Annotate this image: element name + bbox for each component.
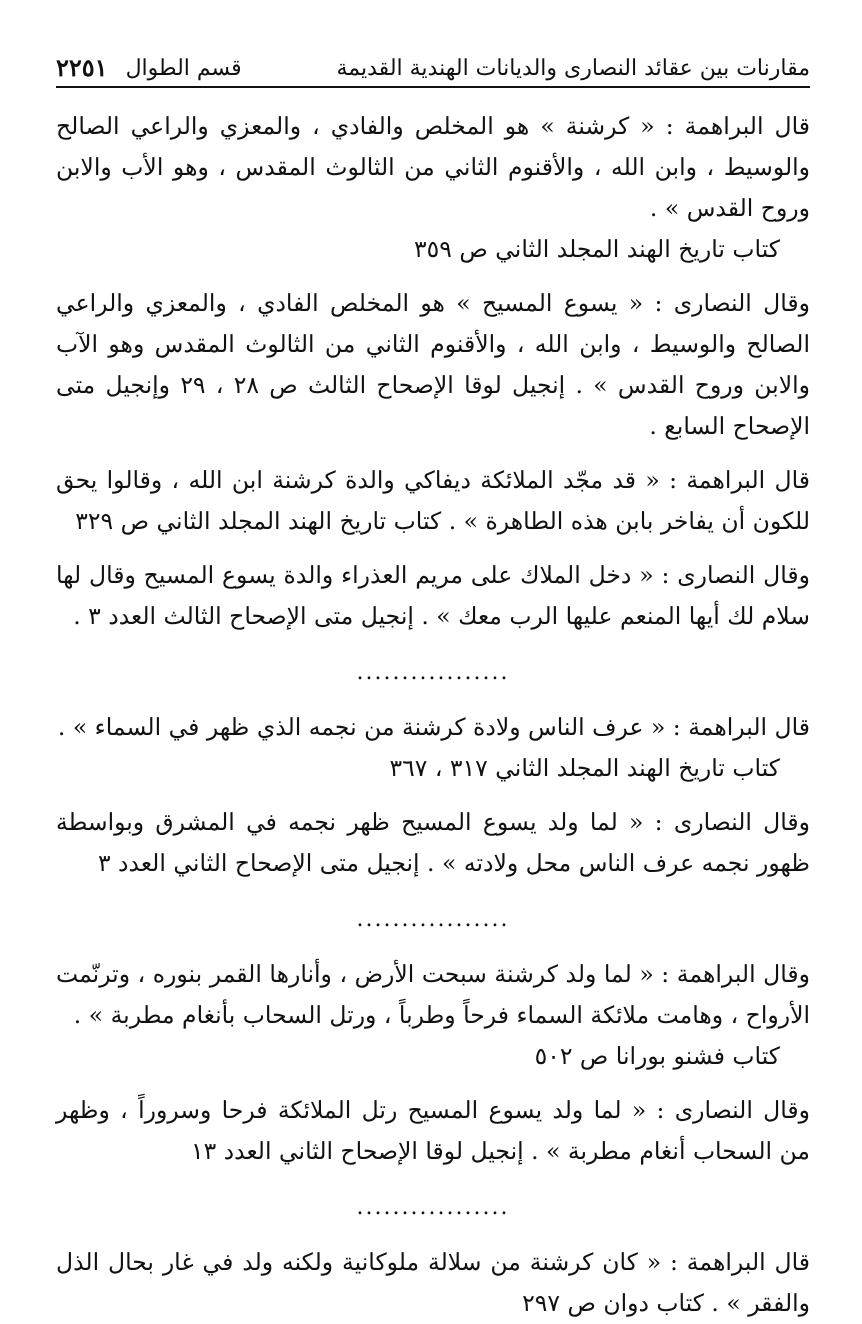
source-reference: كتاب تاريخ الهند المجلد الثاني ٣١٧ ، ٣٦٧	[389, 754, 780, 782]
comparison-paragraph	[56, 106, 810, 270]
comparison-paragraph	[56, 283, 810, 447]
section-separator: .................	[356, 1195, 510, 1220]
section-name: قسم الطوال	[125, 56, 242, 81]
comparison-paragraph	[56, 802, 810, 884]
paragraph-text: وقال النصارى : « لما ولد يسوع المسيح ظهر نجمه في المشرق وبواسطة ظهور نجمه عرف الناس محل ولادته » . إنجيل متى الإصحاح الثاني العدد ٣	[56, 808, 810, 877]
comparison-paragraph	[56, 1090, 810, 1172]
header-left-group	[56, 53, 242, 82]
running-header	[56, 44, 810, 88]
comparison-paragraph	[56, 707, 810, 789]
book-title: مقارنات بين عقائد النصارى والديانات الهندية القديمة	[336, 56, 810, 81]
comparison-paragraph	[56, 1242, 810, 1324]
paragraph-text: وقال النصارى : « دخل الملاك على مريم العذراء والدة يسوع المسيح وقال لها سلام لك أيها المنعم عليها الرب معك » . إنجيل متى الإصحاح الثالث العدد ٣ .	[56, 561, 810, 630]
paragraph-text: قال البراهمة : « كان كرشنة من سلالة ملوكانية ولكنه ولد في غار بحال الذل والفقر » . كتاب دوان ص ٢٩٧	[56, 1248, 810, 1317]
paragraph-text: قال البراهمة : « عرف الناس ولادة كرشنة من نجمه الذي ظهر في السماء » .	[57, 713, 810, 741]
paragraph-text: قال البراهمة : « قد مجّد الملائكة ديفاكي والدة كرشنة ابن الله ، وقالوا يحق للكون أن يفاخر بابن هذه الطاهرة » . كتاب تاريخ الهند المجلد الثاني ص ٣٢٩	[56, 466, 810, 535]
paragraph-text: وقال البراهمة : « لما ولد كرشنة سبحت الأرض ، وأنارها القمر بنوره ، وترنّمت الأرواح ، وهامت ملائكة السماء فرحاً وطرباً ، ورتل السحاب بأنغام مطربة » .	[56, 960, 810, 1029]
section-separator: .................	[356, 907, 510, 932]
comparison-paragraph	[56, 460, 810, 542]
paragraph-text: قال البراهمة : « كرشنة » هو المخلص والفادي ، والمعزي والراعي الصالح والوسيط ، وابن الله ، والأقنوم الثاني من الثالوث المقدس ، وهو الأب والابن وروح القدس » .	[56, 112, 810, 222]
page-number: ٢٢٥١	[56, 53, 108, 82]
paragraph-text: وقال النصارى : « يسوع المسيح » هو المخلص الفادي ، والمعزي والراعي الصالح والوسيط ، وابن الله ، والأقنوم الثاني من الثالوث المقدس وهو الآب والابن وروح القدس » . إنجيل لوقا الإصحاح الثالث ص ٢٨ ، ٢٩ وإنجيل متى الإصحاح السابع .	[56, 289, 810, 440]
source-reference: كتاب فشنو بورانا ص ٥٠٢	[534, 1042, 780, 1070]
comparison-paragraph	[56, 555, 810, 637]
section-separator: .................	[356, 660, 510, 685]
comparison-paragraph	[56, 954, 810, 1077]
paragraph-text: وقال النصارى : « لما ولد يسوع المسيح رتل الملائكة فرحا وسروراً ، وظهر من السحاب أنغام مطربة » . إنجيل لوقا الإصحاح الثاني العدد ١٣	[56, 1096, 810, 1165]
source-reference: كتاب تاريخ الهند المجلد الثاني ص ٣٥٩	[413, 235, 780, 263]
page-body	[56, 106, 810, 1324]
